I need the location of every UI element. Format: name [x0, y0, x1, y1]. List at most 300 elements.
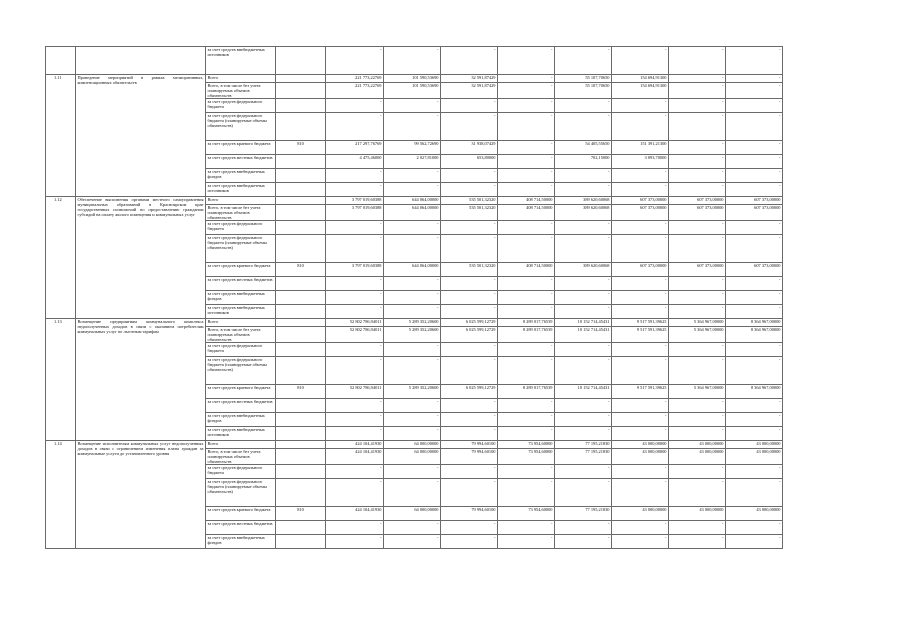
amount-cell: -: [669, 235, 726, 263]
amount-cell: -: [326, 427, 384, 441]
funding-source-cell: Всего: [206, 75, 276, 83]
amount-cell: 607 373,00000: [612, 263, 669, 277]
funding-source-cell: за счет средств краевого бюджета: [206, 263, 276, 277]
funding-source-cell: за счет средств внебюджетных источников: [206, 427, 276, 441]
amount-cell: -: [326, 113, 384, 141]
amount-cell: 52 802 786,94011: [326, 385, 384, 399]
amount-cell: -: [612, 413, 669, 427]
amount-cell: 43 000,00000: [669, 507, 726, 521]
grbs-code-cell: 810: [276, 263, 326, 277]
amount-cell: -: [498, 465, 555, 479]
amount-cell: -: [669, 141, 726, 155]
amount-cell: 6 025 599,12729: [441, 319, 498, 327]
amount-cell: -: [498, 479, 555, 507]
grbs-code-cell: [276, 205, 326, 221]
amount-cell: -: [498, 183, 555, 197]
amount-cell: 644 064,00000: [384, 205, 441, 221]
amount-cell: -: [441, 277, 498, 291]
amount-cell: 43 000,00000: [612, 449, 669, 465]
amount-cell: -: [612, 183, 669, 197]
funding-source-cell: за счет средств внебюджетных фондов: [206, 413, 276, 427]
funding-source-cell: за счет средств краевого бюджета: [206, 507, 276, 521]
amount-cell: 5 364 967,00000: [669, 319, 726, 327]
amount-cell: -: [326, 277, 384, 291]
amount-cell: -: [384, 47, 441, 75]
amount-cell: -: [669, 521, 726, 535]
grbs-code-cell: 810: [276, 141, 326, 155]
grbs-code-cell: [276, 291, 326, 305]
funding-source-cell: за счет средств краевого бюджета: [206, 141, 276, 155]
amount-cell: -: [726, 357, 783, 385]
amount-cell: -: [498, 235, 555, 263]
amount-cell: -: [555, 291, 612, 305]
funding-source-cell: Всего, в том числе без учета планируемых объемов обязательств: [206, 327, 276, 343]
amount-cell: -: [326, 535, 384, 549]
funding-source-cell: за счет средств федерального бюджета (планируемые объемы обязательств): [206, 357, 276, 385]
amount-cell: -: [555, 399, 612, 413]
grbs-code-cell: [276, 113, 326, 141]
amount-cell: 99 562,72690: [384, 141, 441, 155]
amount-cell: -: [726, 169, 783, 183]
grbs-code-cell: [276, 427, 326, 441]
amount-cell: -: [384, 113, 441, 141]
amount-cell: -: [726, 305, 783, 319]
row-number-cell: [46, 47, 76, 75]
grbs-code-cell: [276, 357, 326, 385]
amount-cell: -: [498, 75, 555, 83]
amount-cell: -: [612, 465, 669, 479]
amount-cell: -: [612, 169, 669, 183]
funding-source-cell: за счет средств федерального бюджета: [206, 343, 276, 357]
amount-cell: 424 104,41930: [326, 441, 384, 449]
amount-cell: -: [669, 75, 726, 83]
funding-source-cell: за счет средств местных бюджетов: [206, 521, 276, 535]
amount-cell: -: [669, 221, 726, 235]
amount-cell: 55 107,70650: [555, 83, 612, 99]
amount-cell: 221 773,22769: [326, 75, 384, 83]
amount-cell: -: [441, 99, 498, 113]
amount-cell: -: [384, 169, 441, 183]
amount-cell: 43 000,00000: [669, 449, 726, 465]
amount-cell: 408 714,50000: [498, 197, 555, 205]
amount-cell: -: [384, 535, 441, 549]
amount-cell: 9 517 591,39625: [612, 327, 669, 343]
amount-cell: -: [384, 465, 441, 479]
amount-cell: -: [612, 521, 669, 535]
amount-cell: -: [669, 413, 726, 427]
amount-cell: 54 405,55650: [555, 141, 612, 155]
amount-cell: 217 297,76769: [326, 141, 384, 155]
amount-cell: -: [498, 277, 555, 291]
amount-cell: -: [726, 291, 783, 305]
amount-cell: -: [498, 427, 555, 441]
amount-cell: -: [669, 479, 726, 507]
funding-source-cell: Всего, в том числе без учета планируемых объемов обязательств: [206, 449, 276, 465]
amount-cell: -: [326, 183, 384, 197]
amount-cell: 5 364 967,00000: [669, 327, 726, 343]
amount-cell: 79 994,60100: [441, 441, 498, 449]
funding-source-cell: за счет средств местных бюджетов: [206, 399, 276, 413]
amount-cell: -: [555, 413, 612, 427]
funding-source-cell: Всего: [206, 319, 276, 327]
amount-cell: -: [498, 83, 555, 99]
amount-cell: 77 195,21830: [555, 507, 612, 521]
amount-cell: 607 373,00000: [726, 205, 783, 221]
amount-cell: 221 773,22769: [326, 83, 384, 99]
amount-cell: -: [441, 291, 498, 305]
amount-cell: -: [612, 99, 669, 113]
grbs-code-cell: [276, 449, 326, 465]
amount-cell: 8 364 967,00000: [726, 327, 783, 343]
amount-cell: 154 694,91300: [612, 83, 669, 99]
grbs-code-cell: [276, 47, 326, 75]
amount-cell: 10 152 714,45431: [555, 385, 612, 399]
grbs-code-cell: [276, 465, 326, 479]
amount-cell: -: [669, 169, 726, 183]
amount-cell: 10 152 714,45431: [555, 319, 612, 327]
amount-cell: -: [612, 479, 669, 507]
amount-cell: -: [669, 277, 726, 291]
grbs-code-cell: [276, 235, 326, 263]
grbs-code-cell: [276, 413, 326, 427]
funding-source-cell: за счет средств федерального бюджета (планируемые объемы обязательств): [206, 235, 276, 263]
amount-cell: -: [326, 99, 384, 113]
amount-cell: 4 475,46000: [326, 155, 384, 169]
amount-cell: -: [498, 155, 555, 169]
amount-cell: -: [726, 183, 783, 197]
amount-cell: -: [726, 155, 783, 169]
grbs-code-cell: [276, 83, 326, 99]
amount-cell: 31 938,07429: [441, 141, 498, 155]
amount-cell: 5 364 967,00000: [669, 385, 726, 399]
amount-cell: -: [441, 465, 498, 479]
amount-cell: -: [441, 235, 498, 263]
amount-cell: 535 501,32320: [441, 197, 498, 205]
amount-cell: 73 954,60000: [498, 449, 555, 465]
table-row: [46, 319, 783, 327]
amount-cell: 32 591,87429: [441, 83, 498, 99]
amount-cell: -: [555, 535, 612, 549]
row-number-cell: 1.11: [46, 75, 76, 197]
funding-source-cell: за счет средств внебюджетных источников: [206, 47, 276, 75]
amount-cell: -: [384, 221, 441, 235]
amount-cell: 389 620,60068: [555, 197, 612, 205]
grbs-code-cell: [276, 75, 326, 83]
funding-source-cell: за счет средств федерального бюджета (планируемые объемы обязательств): [206, 113, 276, 141]
amount-cell: -: [498, 535, 555, 549]
amount-cell: -: [441, 427, 498, 441]
amount-cell: 154 694,91300: [612, 75, 669, 83]
amount-cell: -: [669, 305, 726, 319]
amount-cell: -: [326, 221, 384, 235]
amount-cell: -: [498, 113, 555, 141]
amount-cell: -: [726, 113, 783, 141]
grbs-code-cell: [276, 327, 326, 343]
funding-source-cell: за счет средств местных бюджетов: [206, 155, 276, 169]
amount-cell: -: [669, 399, 726, 413]
amount-cell: 79 994,60100: [441, 449, 498, 465]
amount-cell: -: [326, 291, 384, 305]
amount-cell: -: [326, 343, 384, 357]
funding-source-cell: Всего: [206, 441, 276, 449]
amount-cell: -: [384, 479, 441, 507]
amount-cell: 408 714,50000: [498, 263, 555, 277]
amount-cell: -: [669, 427, 726, 441]
amount-cell: -: [498, 305, 555, 319]
amount-cell: -: [555, 113, 612, 141]
table-row: [46, 197, 783, 205]
amount-cell: -: [726, 521, 783, 535]
funding-source-cell: за счет средств федерального бюджета: [206, 221, 276, 235]
amount-cell: -: [384, 99, 441, 113]
funding-source-cell: за счет средств краевого бюджета: [206, 385, 276, 399]
amount-cell: -: [326, 47, 384, 75]
amount-cell: -: [726, 427, 783, 441]
amount-cell: -: [384, 357, 441, 385]
funding-source-cell: за счет средств внебюджетных источников: [206, 305, 276, 319]
table-row: [46, 441, 783, 449]
amount-cell: -: [669, 343, 726, 357]
grbs-code-cell: [276, 183, 326, 197]
amount-cell: -: [555, 427, 612, 441]
amount-cell: -: [555, 305, 612, 319]
amount-cell: -: [384, 343, 441, 357]
amount-cell: -: [669, 83, 726, 99]
amount-cell: -: [612, 427, 669, 441]
grbs-code-cell: [276, 479, 326, 507]
amount-cell: -: [555, 47, 612, 75]
amount-cell: -: [726, 465, 783, 479]
amount-cell: -: [612, 535, 669, 549]
amount-cell: -: [726, 399, 783, 413]
amount-cell: -: [384, 277, 441, 291]
amount-cell: 8 289 017,76539: [498, 319, 555, 327]
amount-cell: -: [555, 521, 612, 535]
grbs-code-cell: 810: [276, 385, 326, 399]
grbs-code-cell: [276, 197, 326, 205]
amount-cell: -: [498, 221, 555, 235]
amount-cell: -: [498, 169, 555, 183]
funding-source-cell: Всего, в том числе без учета планируемых объемов обязательств: [206, 205, 276, 221]
amount-cell: 607 373,00000: [612, 205, 669, 221]
amount-cell: 607 373,00000: [726, 263, 783, 277]
amount-cell: -: [441, 113, 498, 141]
grbs-code-cell: [276, 99, 326, 113]
amount-cell: 644 064,00000: [384, 197, 441, 205]
amount-cell: -: [555, 221, 612, 235]
amount-cell: 389 620,60068: [555, 205, 612, 221]
row-number-cell: 1.14: [46, 441, 76, 549]
amount-cell: 43 000,00000: [726, 449, 783, 465]
funding-source-cell: за счет средств федерального бюджета: [206, 99, 276, 113]
amount-cell: -: [726, 221, 783, 235]
amount-cell: 43 000,00000: [669, 441, 726, 449]
amount-cell: 535 501,32320: [441, 263, 498, 277]
amount-cell: -: [726, 83, 783, 99]
amount-cell: -: [726, 535, 783, 549]
amount-cell: -: [498, 399, 555, 413]
funding-source-cell: Всего, в том числе без учета планируемых объемов обязательств: [206, 83, 276, 99]
amount-cell: -: [555, 357, 612, 385]
amount-cell: 43 000,00000: [726, 507, 783, 521]
measure-name-cell: Обеспечение выполнения органами местного самоуправления муниципальных образований в Красноярском крае государственных полномочий по предоставлению гражданам субсидий на оплату жилого помещения и коммунальных услуг: [76, 197, 206, 319]
amount-cell: -: [726, 343, 783, 357]
funding-source-cell: за счет средств федерального бюджета: [206, 465, 276, 479]
amount-cell: 424 104,41930: [326, 507, 384, 521]
amount-cell: -: [441, 413, 498, 427]
amount-cell: 607 373,00000: [669, 263, 726, 277]
funding-source-cell: Всего: [206, 197, 276, 205]
amount-cell: -: [669, 291, 726, 305]
amount-cell: -: [726, 413, 783, 427]
amount-cell: 607 373,00000: [726, 197, 783, 205]
amount-cell: 64 000,00000: [384, 441, 441, 449]
row-number-cell: 1.12: [46, 197, 76, 319]
amount-cell: 64 000,00000: [384, 449, 441, 465]
amount-cell: 535 501,32320: [441, 205, 498, 221]
amount-cell: -: [612, 399, 669, 413]
amount-cell: 52 802 786,94011: [326, 319, 384, 327]
amount-cell: -: [326, 169, 384, 183]
amount-cell: -: [669, 99, 726, 113]
amount-cell: -: [441, 343, 498, 357]
amount-cell: -: [441, 479, 498, 507]
amount-cell: 52 802 786,94011: [326, 327, 384, 343]
amount-cell: 73 954,60000: [498, 441, 555, 449]
amount-cell: 6 025 599,12729: [441, 385, 498, 399]
amount-cell: -: [384, 521, 441, 535]
amount-cell: -: [612, 305, 669, 319]
amount-cell: -: [326, 399, 384, 413]
amount-cell: -: [384, 305, 441, 319]
amount-cell: 10 152 714,45431: [555, 327, 612, 343]
amount-cell: 101 590,53690: [384, 83, 441, 99]
amount-cell: 9 517 591,39625: [612, 319, 669, 327]
amount-cell: 424 104,41930: [326, 449, 384, 465]
amount-cell: 702,15000: [555, 155, 612, 169]
funding-source-cell: за счет средств внебюджетных фондов: [206, 169, 276, 183]
amount-cell: 64 000,00000: [384, 507, 441, 521]
amount-cell: 2 027,81000: [384, 155, 441, 169]
amount-cell: -: [669, 465, 726, 479]
grbs-code-cell: [276, 277, 326, 291]
amount-cell: -: [384, 291, 441, 305]
amount-cell: -: [498, 357, 555, 385]
amount-cell: -: [441, 169, 498, 183]
amount-cell: 73 954,60000: [498, 507, 555, 521]
amount-cell: 9 517 591,39625: [612, 385, 669, 399]
amount-cell: -: [326, 305, 384, 319]
amount-cell: -: [612, 277, 669, 291]
amount-cell: -: [441, 47, 498, 75]
grbs-code-cell: [276, 399, 326, 413]
amount-cell: -: [555, 169, 612, 183]
measure-name-cell: [76, 47, 206, 75]
amount-cell: 607 373,00000: [612, 197, 669, 205]
amount-cell: -: [726, 277, 783, 291]
amount-cell: -: [726, 141, 783, 155]
measure-name-cell: Возмещение предприятиям коммунального комплекса недополученных доходов в связи с оказанием потребителям коммунальных услуг по льготным тарифам: [76, 319, 206, 441]
grbs-code-cell: [276, 169, 326, 183]
amount-cell: -: [726, 75, 783, 83]
amount-cell: 77 195,21830: [555, 441, 612, 449]
amount-cell: -: [669, 535, 726, 549]
grbs-code-cell: [276, 305, 326, 319]
amount-cell: -: [441, 521, 498, 535]
amount-cell: -: [669, 183, 726, 197]
amount-cell: -: [498, 521, 555, 535]
amount-cell: 79 994,60100: [441, 507, 498, 521]
amount-cell: -: [612, 291, 669, 305]
amount-cell: -: [555, 479, 612, 507]
amount-cell: 389 620,60068: [555, 263, 612, 277]
amount-cell: -: [612, 47, 669, 75]
amount-cell: -: [326, 235, 384, 263]
amount-cell: -: [612, 235, 669, 263]
amount-cell: -: [441, 305, 498, 319]
funding-source-cell: за счет средств внебюджетных источников: [206, 183, 276, 197]
amount-cell: -: [441, 535, 498, 549]
table-row: [46, 47, 783, 75]
amount-cell: -: [498, 141, 555, 155]
grbs-code-cell: 810: [276, 507, 326, 521]
amount-cell: 8 364 967,00000: [726, 319, 783, 327]
amount-cell: -: [384, 427, 441, 441]
amount-cell: -: [326, 357, 384, 385]
amount-cell: -: [669, 47, 726, 75]
funding-source-cell: за счет средств местных бюджетов: [206, 277, 276, 291]
grbs-code-cell: [276, 441, 326, 449]
amount-cell: 607 373,00000: [669, 205, 726, 221]
amount-cell: -: [441, 357, 498, 385]
amount-cell: 8 364 967,00000: [726, 385, 783, 399]
amount-cell: -: [498, 291, 555, 305]
amount-cell: -: [384, 413, 441, 427]
amount-cell: -: [384, 235, 441, 263]
amount-cell: -: [612, 221, 669, 235]
amount-cell: 5 289 352,20600: [384, 319, 441, 327]
amount-cell: -: [326, 413, 384, 427]
amount-cell: -: [384, 183, 441, 197]
amount-cell: -: [555, 235, 612, 263]
amount-cell: -: [726, 235, 783, 263]
amount-cell: 151 391,21300: [612, 141, 669, 155]
amount-cell: -: [726, 99, 783, 113]
amount-cell: -: [612, 113, 669, 141]
amount-cell: -: [498, 99, 555, 113]
table-row: [46, 75, 783, 83]
amount-cell: -: [669, 155, 726, 169]
amount-cell: -: [669, 357, 726, 385]
amount-cell: -: [555, 99, 612, 113]
amount-cell: 3 797 019,60388: [326, 205, 384, 221]
funding-source-cell: за счет средств внебюджетных фондов: [206, 291, 276, 305]
row-number-cell: 1.13: [46, 319, 76, 441]
amount-cell: -: [498, 47, 555, 75]
amount-cell: -: [555, 343, 612, 357]
amount-cell: -: [612, 357, 669, 385]
amount-cell: -: [726, 479, 783, 507]
amount-cell: -: [326, 465, 384, 479]
amount-cell: 3 797 019,60388: [326, 263, 384, 277]
amount-cell: 5 289 352,20600: [384, 385, 441, 399]
budget-table: [45, 46, 783, 549]
grbs-code-cell: [276, 343, 326, 357]
amount-cell: 3 093,70000: [612, 155, 669, 169]
grbs-code-cell: [276, 221, 326, 235]
amount-cell: -: [441, 399, 498, 413]
grbs-code-cell: [276, 521, 326, 535]
